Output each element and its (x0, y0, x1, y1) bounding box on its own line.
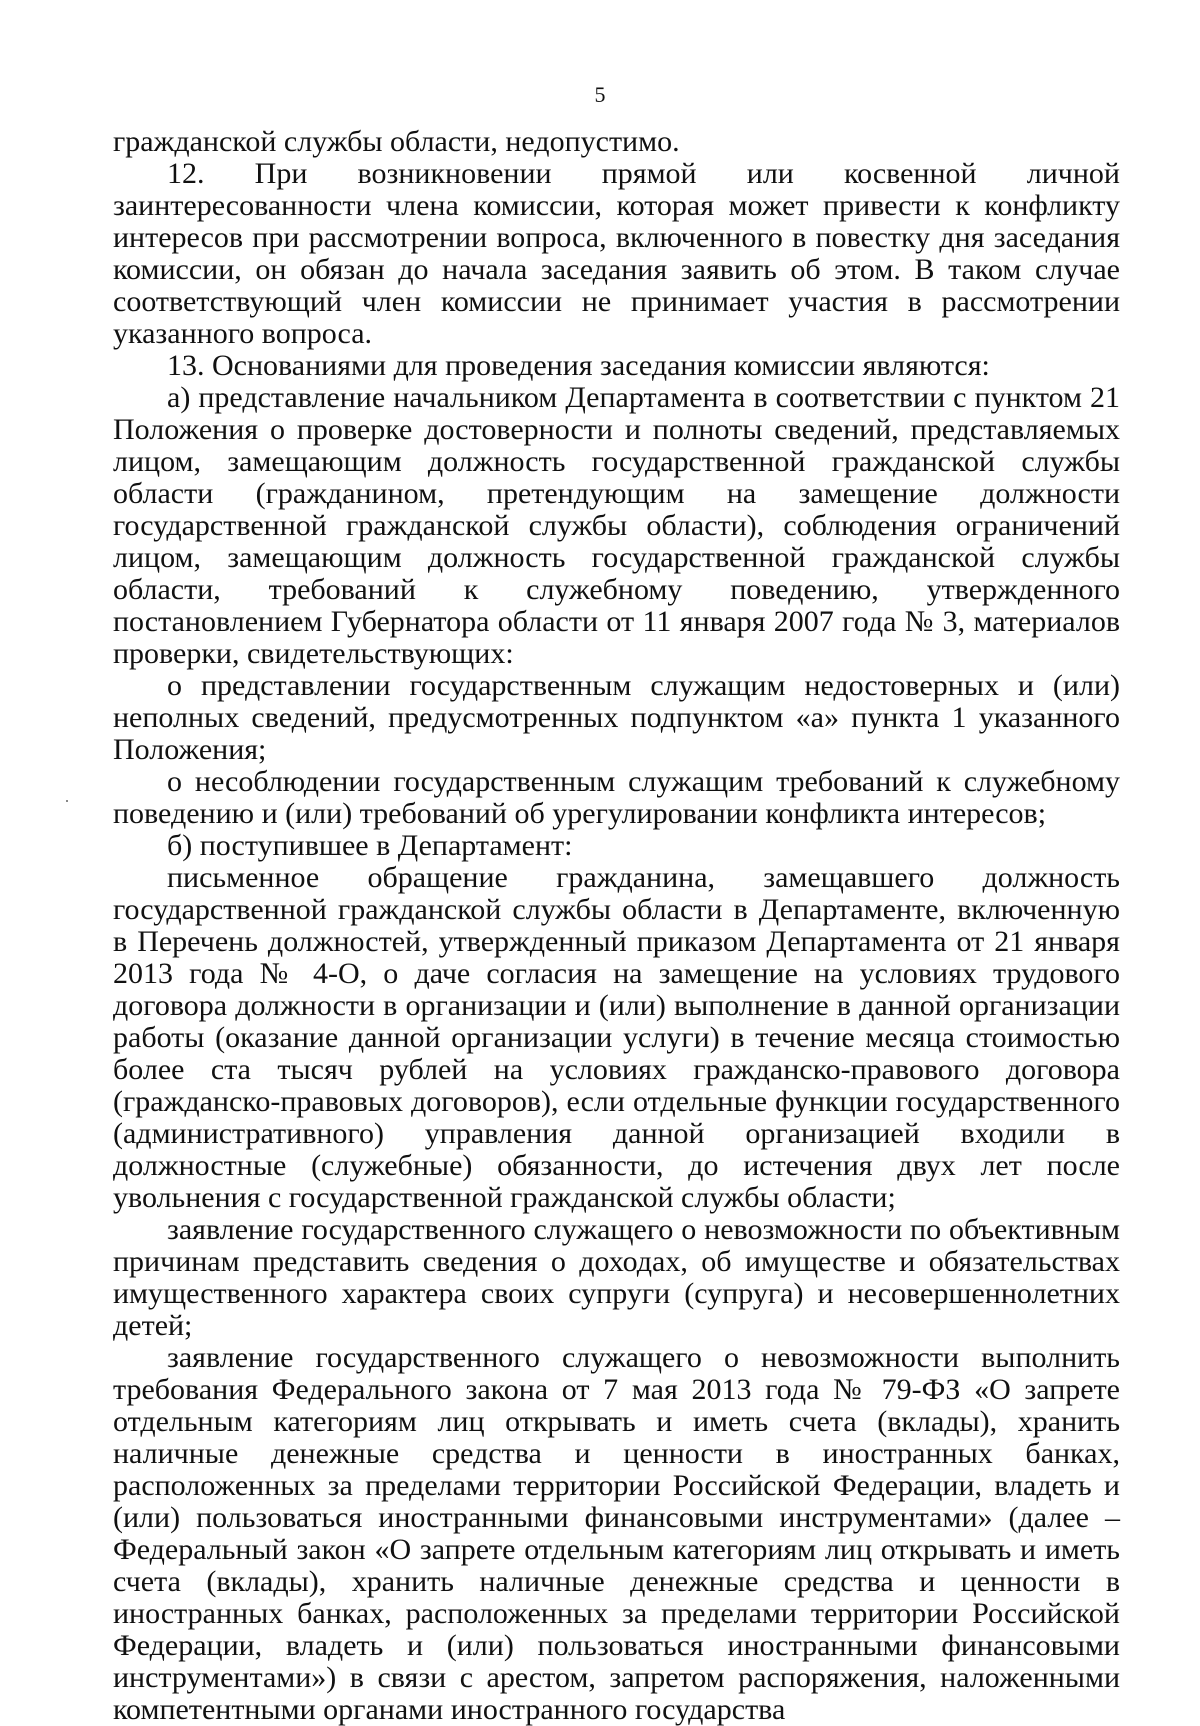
paragraph-subitem-b: б) поступившее в Департамент: (167, 829, 573, 862)
page-number: 5 (594, 82, 606, 107)
paragraph-subitem-a: а) представление начальником Департамента в соответствии с пунктом 21 Положения о проверке достоверности и полноты сведений, представляемых лицом, замещающим должность государственной гражданской службы области (гражданином, претендующим на замещение должности государственной гражданской службы области), соблюдения ограничений лицом, замещающим должность государственной гражданской службы области, требований к служебному поведению, утвержденного постановлением Губернатора области от 11 января 2007 года № 3, материалов проверки, свидетельствующих: (113, 381, 1120, 670)
paragraph-subitem-a-2: о несоблюдении государственным служащим требований к служебному поведению и (или) требований об урегулировании конфликта интересов; (113, 765, 1120, 830)
paragraph-subitem-b-3: заявление государственного служащего о невозможности выполнить требования Федерального закона от 7 мая 2013 года № 79-ФЗ «О запрете отдельным категориям лиц открывать и иметь счета (вклады), хранить наличные денежные средства и ценности в иностранных банках, расположенных за пределами территории Российской Федерации, владеть и (или) пользоваться иностранными финансовыми инструментами» (далее – Федеральный закон «О запрете отдельным категориям лиц открывать и иметь счета (вклады), хранить наличные денежные средства и ценности в иностранных банках, расположенных за пределами территории Российской Федерации, владеть и (или) пользоваться иностранными финансовыми инструментами») в связи с арестом, запретом распоряжения, наложенными компетентными органами иностранного государства (113, 1341, 1120, 1726)
paragraph-subitem-b-2: заявление государственного служащего о невозможности по объективным причинам представить сведения о доходах, об имуществе и обязательствах имущественного характера своих супруги (супруга) и несовершеннолетних детей; (113, 1213, 1120, 1342)
paragraph-item-13: 13. Основаниями для проведения заседания комиссии являются: (167, 349, 990, 382)
margin-mark (66, 800, 68, 802)
document-body (113, 126, 1120, 1726)
paragraph-subitem-a-1: о представлении государственным служащим недостоверных и (или) неполных сведений, предусмотренных подпунктом «а» пункта 1 указанного Положения; (113, 669, 1120, 766)
paragraph-subitem-b-1: письменное обращение гражданина, замещавшего должность государственной гражданской службы области в Департаменте, включенную в Перечень должностей, утвержденный приказом Департамента от 21 января 2013 года № 4-О, о даче согласия на замещение на условиях трудового договора должности в организации и (или) выполнение в данной организации работы (оказание данной организации услуги) в течение месяца стоимостью более ста тысяч рублей на условиях гражданско-правового договора (гражданско-правовых договоров), если отдельные функции государственного (административного) управления данной организацией входили в должностные (служебные) обязанности, до истечения двух лет после увольнения с государственной гражданской службы области; (113, 861, 1120, 1214)
paragraph-item-12: 12. При возникновении прямой или косвенной личной заинтересованности члена комиссии, которая может привести к конфликту интересов при рассмотрении вопроса, включенного в повестку дня заседания комиссии, он обязан до начала заседания заявить об этом. В таком случае соответствующий член комиссии не принимает участия в рассмотрении указанного вопроса. (113, 157, 1120, 350)
paragraph-continuation: гражданской службы области, недопустимо. (113, 125, 680, 158)
